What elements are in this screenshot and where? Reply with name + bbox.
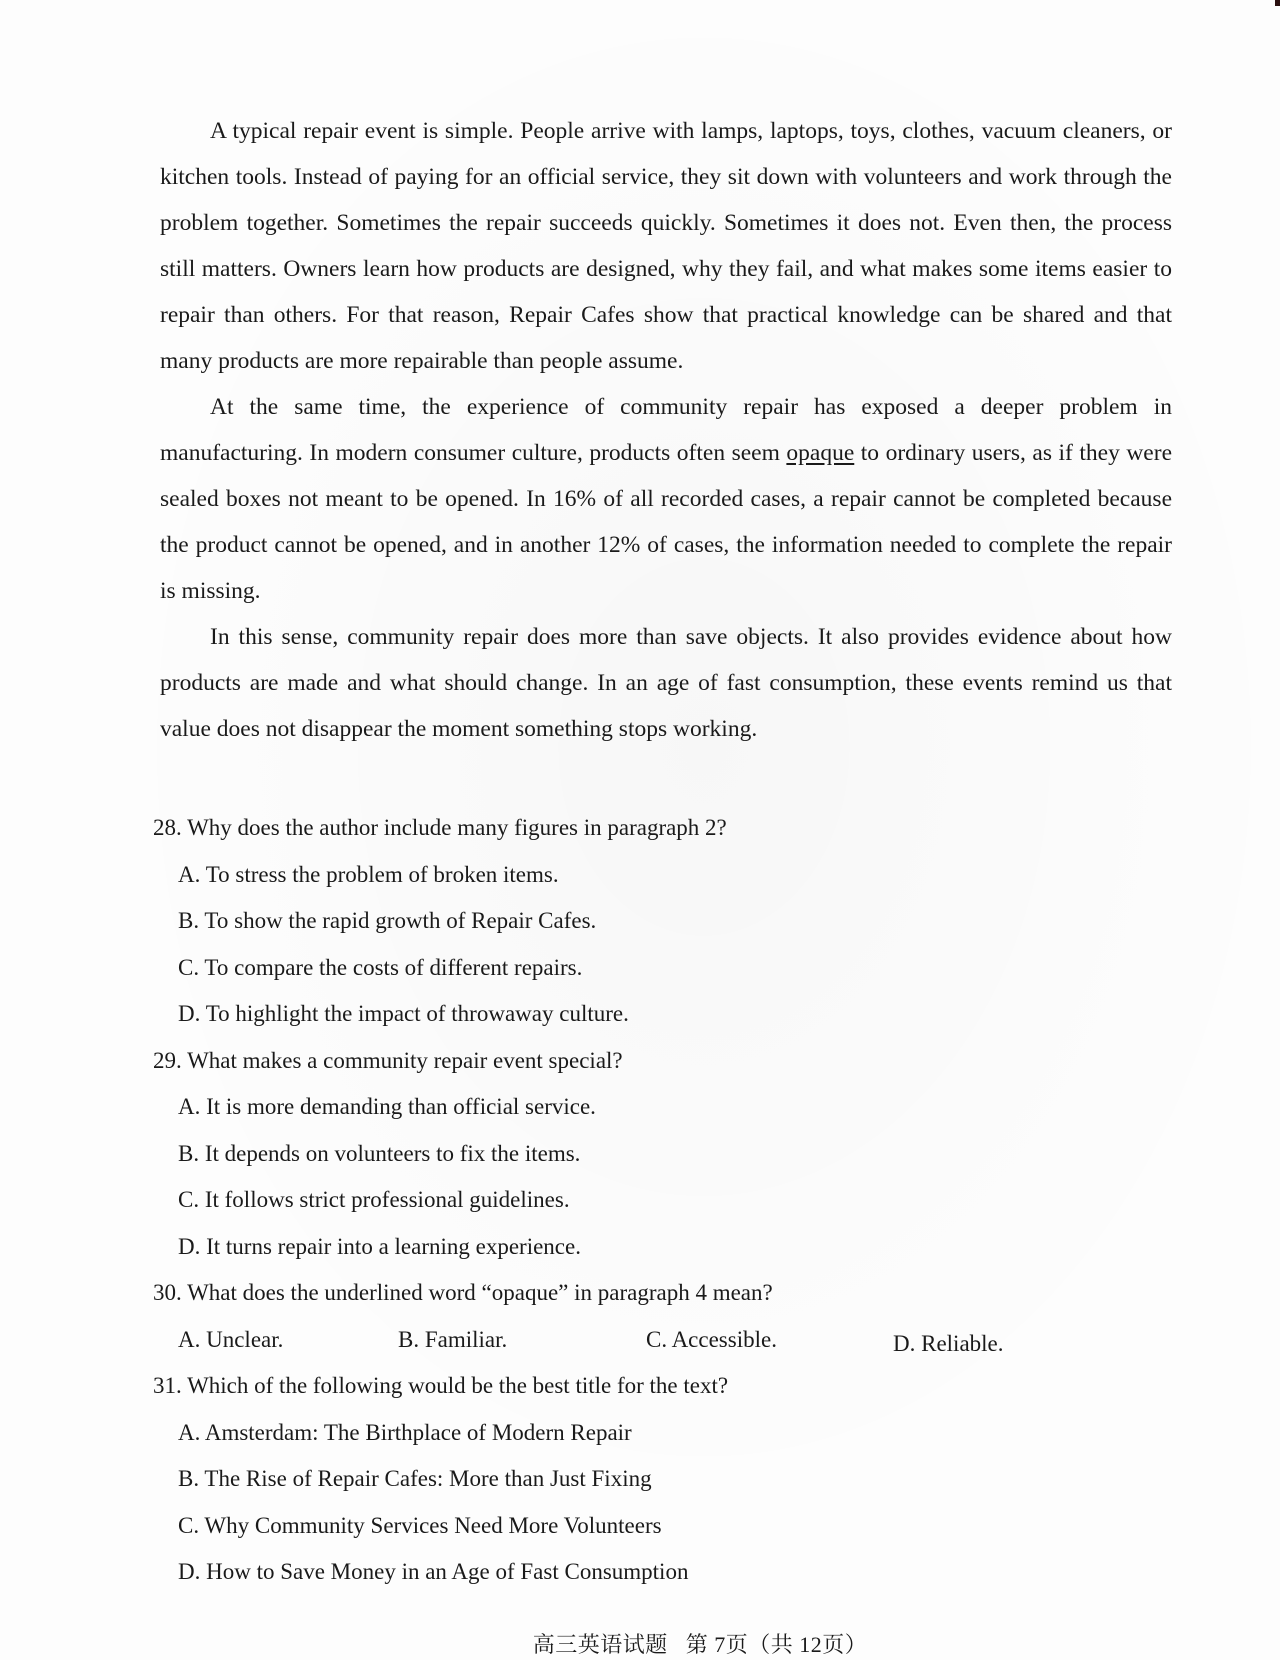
underlined-word-opaque: opaque xyxy=(786,440,855,466)
paragraph-2-text-after: to ordinary users, as if they were sealed boxes not meant to be opened. In 16% of all recorded cases, a repair cannot be completed because the product cannot be opened, and in another 12% of cases, the information needed to complete the repair is missing. xyxy=(160,440,1172,604)
question-30-options-row xyxy=(153,1317,1163,1364)
footer-page-info: 第 7页（共 12页） xyxy=(685,1632,868,1657)
question-31-option-a: A. Amsterdam: The Birthplace of Modern Repair xyxy=(178,1419,632,1445)
question-30-stem: 30. What does the underlined word “opaque” in paragraph 4 mean? xyxy=(153,1280,773,1305)
passage-paragraph-3: In this sense, community repair does more than save objects. It also provides evidence about how products are made and what should change. In an age of fast consumption, these events remind us that value does not disappear the moment something stops working. xyxy=(160,624,1172,742)
question-30 xyxy=(153,1270,1163,1363)
question-29-stem: 29. What makes a community repair event special? xyxy=(153,1047,623,1073)
question-28 xyxy=(153,805,1163,1038)
question-30-option-b: B. Familiar. xyxy=(398,1326,508,1352)
question-28-option-d: D. To highlight the impact of throwaway culture. xyxy=(178,1001,629,1026)
question-28-stem: 28. Why does the author include many figures in paragraph 2? xyxy=(153,815,727,840)
question-list xyxy=(153,805,1163,1596)
question-31 xyxy=(153,1363,1163,1596)
footer-exam-name: 高三英语试题 xyxy=(532,1632,668,1657)
paragraph-2-text-before: At the same time, the experience of community repair has exposed a deeper problem in manufacturing. In modern consumer culture, products often seem xyxy=(160,394,1172,466)
question-30-option-a: A. Unclear. xyxy=(178,1326,284,1352)
passage-paragraph-1: A typical repair event is simple. People arrive with lamps, laptops, toys, clothes, vacuum cleaners, or kitchen tools. Instead of paying for an official service, they sit down with volunteers and work through the problem together. Sometimes the repair succeeds quickly. Sometimes it does not. Even then, the process still matters. Owners learn how products are designed, why they fail, and what makes some items easier to repair than others. For that reason, Repair Cafes show that practical knowledge can be shared and that many products are more repairable than people assume. xyxy=(160,118,1172,374)
question-29-option-c: C. It follows strict professional guidelines. xyxy=(178,1187,570,1212)
question-31-option-d: D. How to Save Money in an Age of Fast Consumption xyxy=(178,1559,689,1584)
question-29-option-b: B. It depends on volunteers to fix the items. xyxy=(178,1140,581,1166)
reading-passage xyxy=(160,108,1172,752)
question-30-option-d: D. Reliable. xyxy=(893,1330,1004,1356)
scan-corner-mark xyxy=(1275,0,1280,6)
question-29-option-a: A. It is more demanding than official service. xyxy=(178,1094,596,1119)
question-28-option-a: A. To stress the problem of broken items. xyxy=(178,861,559,887)
question-31-stem: 31. Which of the following would be the best title for the text? xyxy=(153,1373,729,1398)
question-28-option-b: B. To show the rapid growth of Repair Cafes. xyxy=(178,908,597,933)
question-29-option-d: D. It turns repair into a learning experience. xyxy=(178,1233,581,1259)
question-29 xyxy=(153,1038,1163,1271)
question-28-option-c: C. To compare the costs of different repairs. xyxy=(178,954,583,980)
question-31-option-c: C. Why Community Services Need More Volunteers xyxy=(178,1512,662,1538)
question-31-option-b: B. The Rise of Repair Cafes: More than Just Fixing xyxy=(178,1466,652,1491)
page-footer xyxy=(0,1628,1280,1659)
question-30-option-c: C. Accessible. xyxy=(646,1326,777,1352)
passage-paragraph-2 xyxy=(160,384,1172,614)
